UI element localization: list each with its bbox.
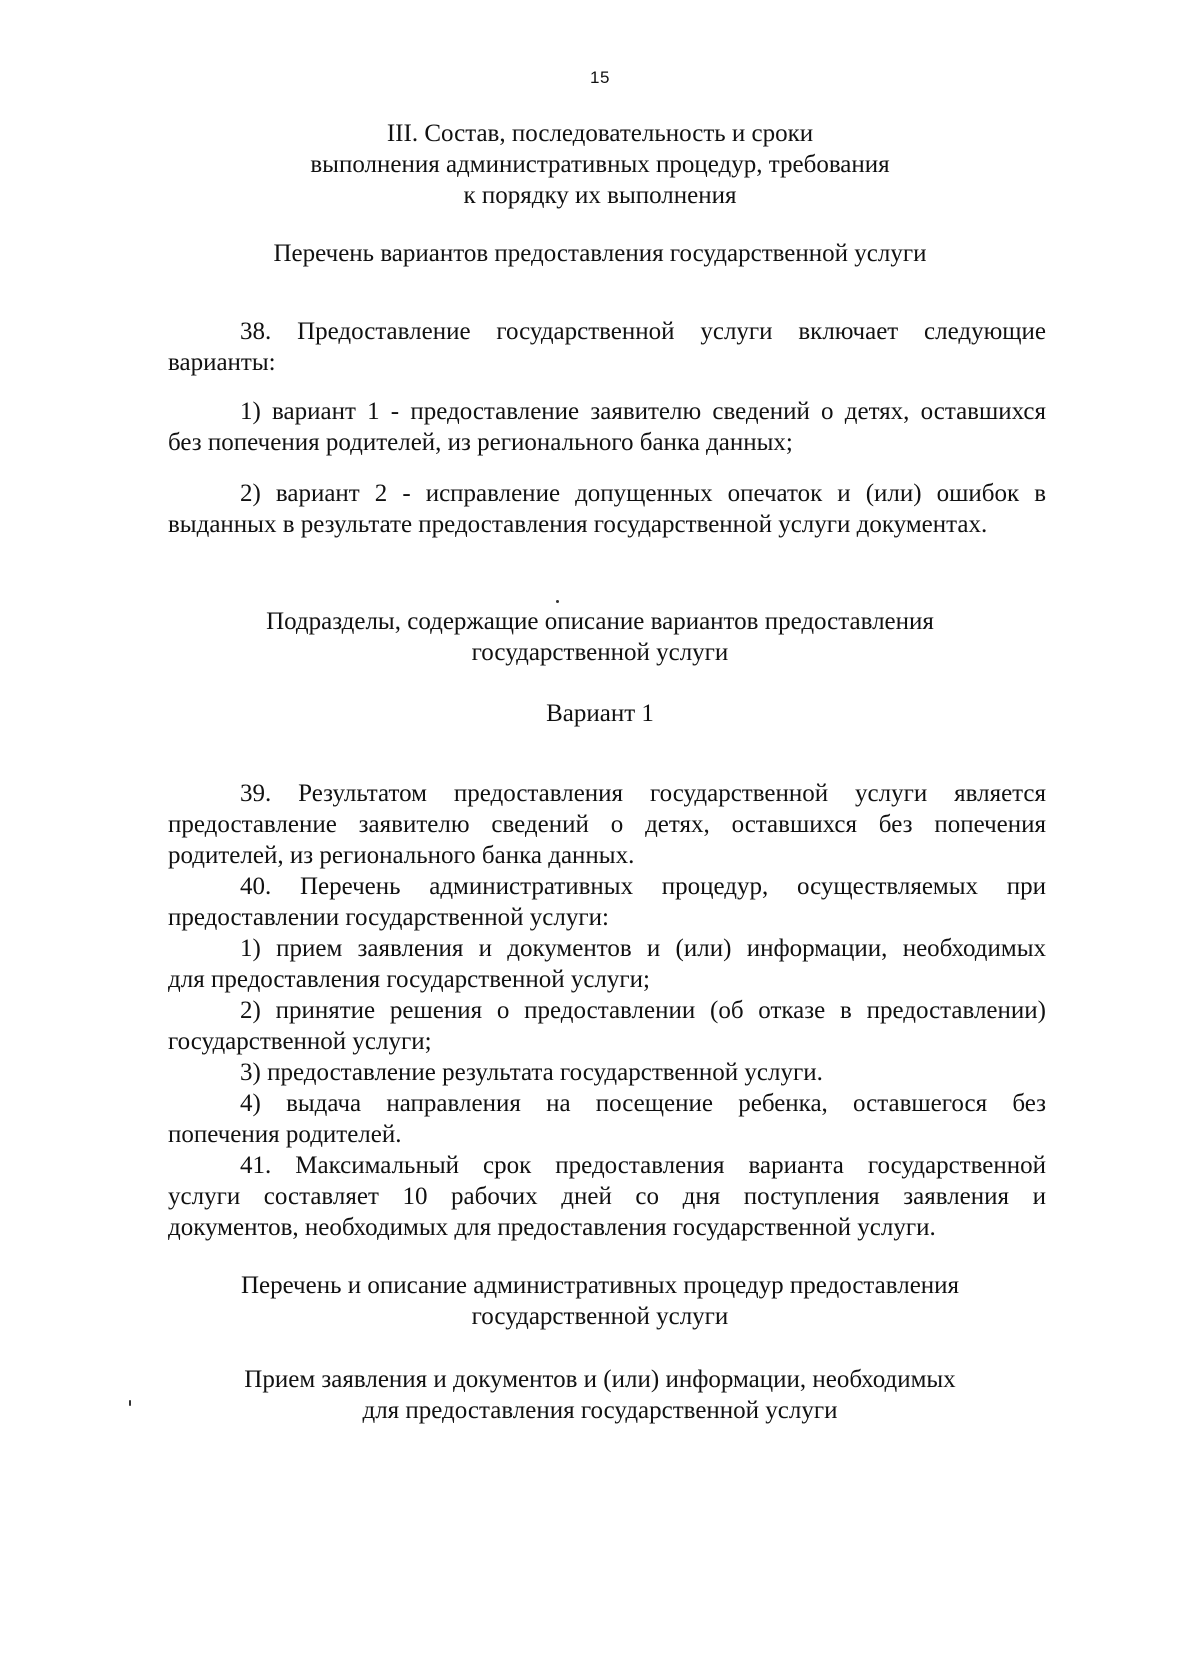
paragraph-line: для предоставления государственной услуги; [168, 966, 650, 993]
paragraph-40-item-3 [168, 1057, 1046, 1088]
paragraph-38-item-1 [168, 396, 1046, 458]
paragraph-line: 4) выдача направления на посещение ребенка, оставшегося без [240, 1090, 1046, 1117]
paragraph-line: 3) предоставление результата государственной услуги. [240, 1059, 823, 1086]
paragraph-41 [168, 1150, 1046, 1243]
subheading-line: Перечень вариантов предоставления государственной услуги [273, 240, 927, 267]
paragraph-line: 41. Максимальный срок предоставления варианта государственной [240, 1152, 1046, 1179]
paragraph-38 [168, 316, 1046, 378]
page-number: 15 [590, 68, 610, 87]
paragraph-line: 1) вариант 1 - предоставление заявителю сведений о детях, оставшихся [240, 398, 1046, 425]
scan-speck [129, 1400, 131, 1406]
subsections-heading-line: Подразделы, содержащие описание вариантов предоставления [266, 608, 934, 635]
paragraph-line: родителей, из регионального банка данных. [168, 842, 635, 869]
paragraph-line: 1) прием заявления и документов и (или) информации, необходимых [240, 935, 1046, 962]
scan-speck [556, 600, 559, 603]
section-heading-line: III. Состав, последовательность и сроки [386, 120, 814, 147]
paragraph-38-item-2 [168, 478, 1046, 540]
section-heading-line: выполнения административных процедур, требования [310, 151, 890, 178]
paragraph-line: 38. Предоставление государственной услуги включает следующие [240, 318, 1046, 345]
paragraph-line: документов, необходимых для предоставления государственной услуги. [168, 1214, 936, 1241]
paragraph-line: государственной услуги; [168, 1028, 432, 1055]
paragraph-40 [168, 871, 1046, 933]
reception-heading-line: для предоставления государственной услуги [362, 1397, 838, 1424]
paragraph-line: 2) принятие решения о предоставлении (об отказе в предоставлении) [240, 997, 1046, 1024]
paragraph-line: предоставление заявителю сведений о детях, оставшихся без попечения [168, 811, 1046, 838]
variant-heading [120, 698, 1080, 729]
section-heading [120, 118, 1080, 211]
paragraph-40-item-2 [168, 995, 1046, 1057]
variant-heading-line: Вариант 1 [546, 700, 654, 727]
paragraph-line: попечения родителей. [168, 1121, 402, 1148]
paragraph-line: 39. Результатом предоставления государственной услуги является [240, 780, 1046, 807]
paragraph-line: выданных в результате предоставления государственной услуги документах. [168, 511, 988, 538]
reception-heading [120, 1364, 1080, 1426]
procedures-heading [120, 1270, 1080, 1332]
paragraph-39 [168, 778, 1046, 871]
reception-heading-line: Прием заявления и документов и (или) информации, необходимых [244, 1366, 956, 1393]
subsections-heading [120, 606, 1080, 668]
paragraph-line: варианты: [168, 349, 276, 376]
section-heading-line: к порядку их выполнения [463, 182, 737, 209]
paragraph-40-item-4 [168, 1088, 1046, 1150]
paragraph-line: 40. Перечень административных процедур, осуществляемых при [240, 873, 1046, 900]
paragraph-line: без попечения родителей, из регионального банка данных; [168, 429, 793, 456]
subsections-heading-line: государственной услуги [471, 639, 729, 666]
paragraph-40-item-1 [168, 933, 1046, 995]
paragraph-line: услуги составляет 10 рабочих дней со дня поступления заявления и [168, 1183, 1046, 1210]
procedures-heading-line: Перечень и описание административных процедур предоставления [240, 1272, 960, 1299]
paragraph-line: 2) вариант 2 - исправление допущенных опечаток и (или) ошибок в [240, 480, 1046, 507]
subheading-variants-list [120, 238, 1080, 269]
procedures-heading-line: государственной услуги [471, 1303, 729, 1330]
paragraph-line: предоставлении государственной услуги: [168, 904, 609, 931]
